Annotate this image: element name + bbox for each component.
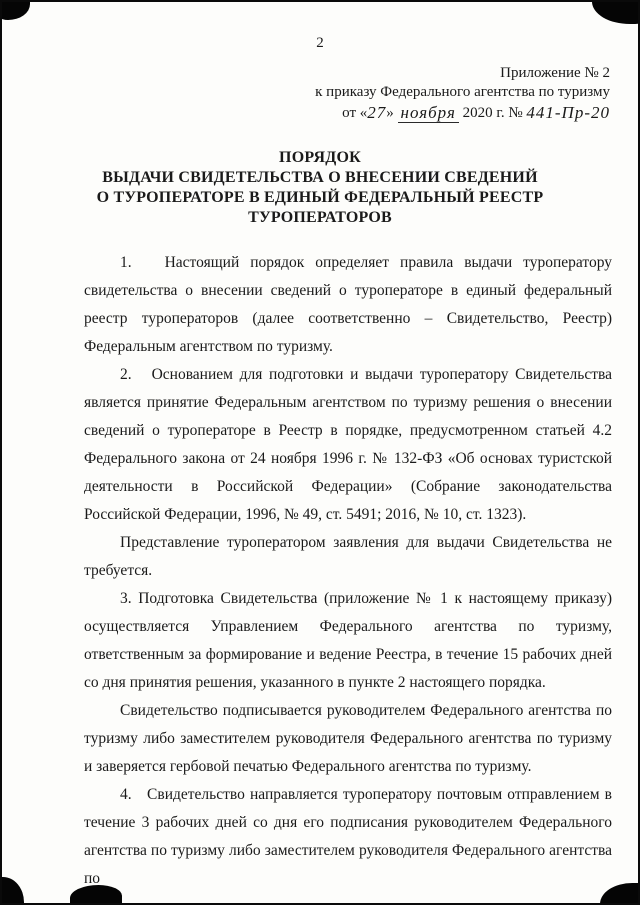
handwritten-month: ноября — [398, 103, 459, 123]
scan-artifact-top-right — [592, 0, 640, 24]
appendix-header — [250, 64, 610, 123]
body-paragraph: 1. Настоящий порядок определяет правила выдачи туроператору свидетельства о внесении сведений о туроператоре в единый федеральный реестр туроператоров (далее соответственно – Свидетельство, Реестр) Федеральным агентством по туризму. — [84, 254, 612, 355]
date-mid: » — [386, 105, 398, 121]
handwritten-day: 27 — [367, 103, 387, 122]
body-paragraph: 2. Основанием для подготовки и выдачи туроператору Свидетельства является принятие Федеральным агентством по туризму решения о внесении сведений о туроператоре в Реестр в порядке, предусмотренном статьей 4.2 Федерального закона от 24 ноября 1996 г. № 132-ФЗ «Об основах туристской деятельности в Российской Федерации» (Собрание законодательства Российской Федерации, 1996, № 49, ст. 5491; 2016, № 10, ст. 1323). — [84, 366, 612, 523]
body-paragraph: Представление туроператором заявления для выдачи Свидетельства не требуется. — [84, 534, 612, 579]
date-prefix: от « — [342, 105, 368, 121]
scan-artifact-bottom-left — [0, 877, 24, 905]
title-line-3: О ТУРОПЕРАТОРЕ В ЕДИНЫЙ ФЕДЕРАЛЬНЫЙ РЕЕСТР — [96, 189, 544, 206]
title-line-4: ТУРОПЕРАТОРОВ — [248, 209, 392, 226]
order-reference: к приказу Федерального агентства по туризму — [315, 84, 610, 100]
page-number: 2 — [316, 35, 324, 51]
document-body — [84, 249, 612, 893]
order-date-line — [250, 102, 610, 123]
document-title — [2, 148, 638, 228]
title-line-2: ВЫДАЧИ СВИДЕТЕЛЬСТВА О ВНЕСЕНИИ СВЕДЕНИЙ — [102, 169, 538, 186]
handwritten-order-number: 441-Пр-20 — [526, 103, 610, 122]
title-line-1: ПОРЯДОК — [279, 149, 361, 166]
scan-artifact-top-left — [0, 0, 30, 20]
appendix-label: Приложение № 2 — [500, 65, 610, 81]
body-paragraph: 3. Подготовка Свидетельства (приложение № 1 к настоящему приказу) осуществляется Управлением Федерального агентства по туризму, ответственным за формирование и ведение Реестра, в течение 15 рабочих дней со дня принятия решения, указанного в пункте 2 настоящего порядка. — [84, 590, 612, 691]
date-suffix: 2020 г. № — [458, 105, 527, 121]
body-paragraph: Свидетельство подписывается руководителем Федерального агентства по туризму либо заместителем руководителя Федерального агентства по туризму и заверяется гербовой печатью Федерального агентства по туризму. — [84, 702, 612, 775]
body-paragraph: 4. Свидетельство направляется туроператору почтовым отправлением в течение 3 рабочих дней со дня его подписания руководителем Федерального агентства по туризму либо заместителем руководителя Федерального агентства по — [84, 786, 612, 887]
